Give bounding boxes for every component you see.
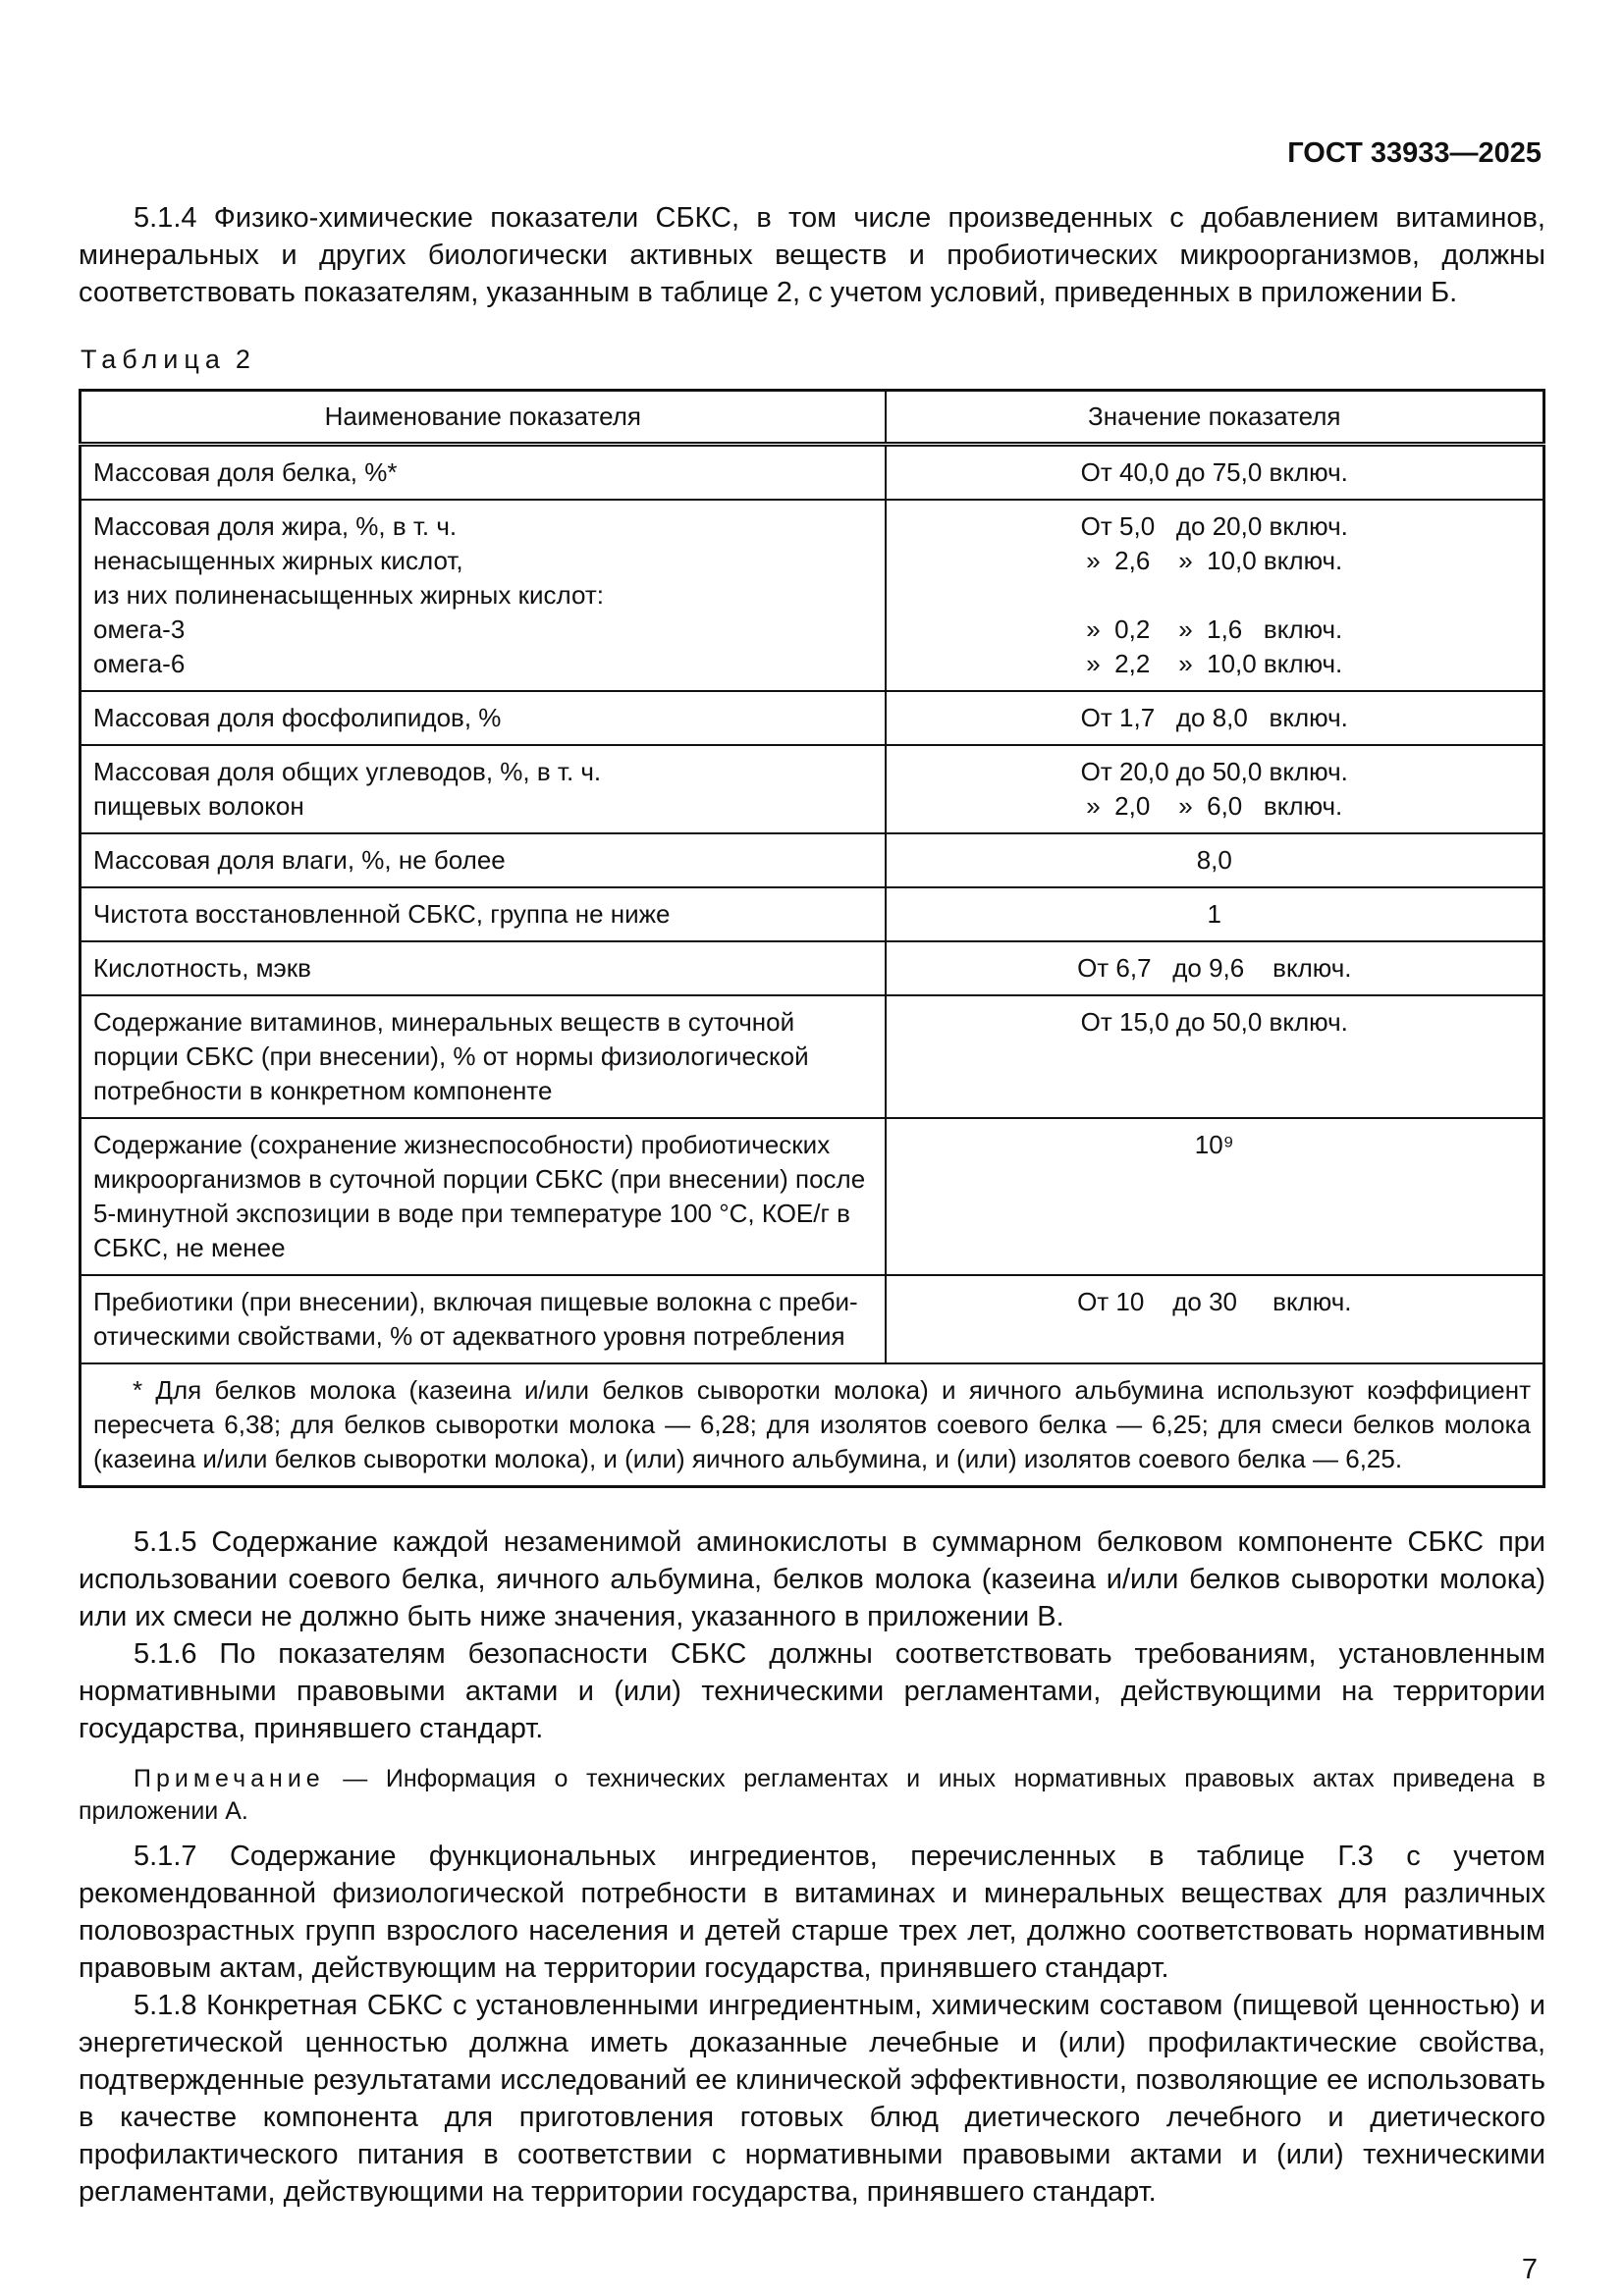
indicator-value-line: » 2,0 » 6,0 включ.: [1086, 791, 1343, 821]
indicator-name-cell: [81, 941, 886, 995]
page-number: 7: [1521, 2254, 1538, 2285]
indicator-name-line: Массовая доля фосфолипидов, %: [93, 703, 502, 732]
indicator-name-line: омега-6: [93, 649, 186, 678]
indicator-name-line: 5-минутной экспозиции в воде при температуре 100 °С, КОЕ/г в: [93, 1199, 850, 1228]
note-label: Примечание: [134, 1765, 325, 1792]
indicator-value-line: 8,0: [1196, 845, 1232, 875]
indicator-name-line: отическими свойствами, % от адекватного уровня потребления: [93, 1321, 845, 1351]
paragraph-5-1-5: 5.1.5 Содержание каждой незаменимой аминокислоты в суммарном белковом компоненте СБКС при использовании соевого белка, яичного альбумина, белков молока (казеина и/или белков сыворотки молока) или их смеси не должно быть ниже значения, указанного в приложении В.: [79, 1526, 1545, 1632]
indicator-value-line: [898, 578, 1531, 613]
indicators-table: [79, 389, 1545, 1488]
indicator-value-cell: [886, 445, 1544, 501]
table-row: [81, 833, 1544, 887]
indicator-value-line: От 15,0 до 50,0 включ.: [1080, 1007, 1348, 1037]
indicator-name-line: Кислотность, мэкв: [93, 953, 311, 983]
indicator-name-line: Пребиотики (при внесении), включая пищевые волокна с преби-: [93, 1287, 858, 1316]
table-header-row: [81, 391, 1544, 445]
body-text-block: [79, 1523, 1545, 2211]
indicator-name-line: пищевых волокон: [93, 791, 304, 821]
table-footnote-row: [81, 1363, 1544, 1487]
indicator-name-cell: [81, 1118, 886, 1275]
table-caption-label: Таблица: [81, 345, 226, 374]
indicator-name-line: Массовая доля общих углеводов, %, в т. ч.: [93, 757, 602, 786]
indicator-value-cell: [886, 1275, 1544, 1363]
indicator-name-line: Массовая доля влаги, %, не более: [93, 845, 506, 875]
indicator-name-cell: [81, 500, 886, 691]
table-caption: [81, 345, 1545, 375]
indicator-name-line: СБКС, не менее: [93, 1233, 286, 1262]
indicator-value-line: От 1,7 до 8,0 включ.: [1080, 703, 1348, 732]
indicator-value-line: От 40,0 до 75,0 включ.: [1080, 457, 1348, 487]
indicator-value-cell: [886, 995, 1544, 1118]
table-row: [81, 1275, 1544, 1363]
indicator-name-line: микроорганизмов в суточной порции СБКС (при внесении) после: [93, 1164, 866, 1194]
indicator-name-line: Содержание витаминов, минеральных веществ в суточной: [93, 1007, 795, 1037]
standard-code-header: ГОСТ 33933—2025: [1287, 137, 1542, 169]
table-footnote: * Для белков молока (казеина и/или белков сыворотки молока) и яичного альбумина используют коэффициент пересчета 6,38; для белков сыворотки молока — 6,28; для изолятов соевого белка — 6,25; для смеси белков молока (казеина и/или белков сыворотки молока), и (или) яичного альбумина, и (или) изолятов соевого белка — 6,25.: [81, 1363, 1544, 1487]
indicator-name-line: порции СБКС (при внесении), % от нормы физиологической: [93, 1041, 809, 1071]
indicator-name-line: Массовая доля белка, %*: [93, 457, 398, 487]
indicator-value-cell: [886, 745, 1544, 833]
indicator-value-cell: [886, 887, 1544, 941]
indicator-value-line: » 0,2 » 1,6 включ.: [1086, 614, 1343, 644]
indicator-value-line: От 20,0 до 50,0 включ.: [1080, 757, 1348, 786]
indicator-name-cell: [81, 691, 886, 745]
table-caption-number: 2: [235, 345, 250, 374]
paragraph-5-1-4: 5.1.4 Физико-химические показатели СБКС, в том числе произведенных с добавлением витаминов, минеральных и других биологически активных веществ и пробиотических микроорганизмов, должны соответствовать показателям, указанным в таблице 2, с учетом условий, приведенных в приложении Б.: [79, 202, 1545, 308]
indicator-name-cell: [81, 887, 886, 941]
indicator-name-line: Массовая доля жира, %, в т. ч.: [93, 511, 458, 541]
indicator-value-cell: [886, 691, 1544, 745]
indicator-value-cell: [886, 941, 1544, 995]
indicator-name-line: ненасыщенных жирных кислот,: [93, 546, 463, 575]
table-row: [81, 941, 1544, 995]
indicator-name-line: Чистота восстановленной СБКС, группа не ниже: [93, 899, 671, 929]
table-row: [81, 445, 1544, 501]
table-row: [81, 500, 1544, 691]
table-row: [81, 745, 1544, 833]
indicator-value-cell: [886, 833, 1544, 887]
indicator-value-line: » 2,2 » 10,0 включ.: [1086, 649, 1343, 678]
indicator-value-line: 10⁹: [1194, 1130, 1234, 1159]
table-row: [81, 691, 1544, 745]
indicator-name-line: потребности в конкретном компоненте: [93, 1076, 553, 1105]
paragraph-5-1-6: 5.1.6 По показателям безопасности СБКС должны соответствовать требованиям, установленным нормативными правовыми актами и (или) техническими регламентами, действующими на территории государства, принявшего стандарт.: [79, 1638, 1545, 1744]
indicator-value-line: 1: [1207, 899, 1221, 929]
paragraph-5-1-8: 5.1.8 Конкретная СБКС с установленными ингредиентным, химическим составом (пищевой ценностью) и энергетической ценностью должна иметь доказанные лечебные и (или) профилактические свойства, подтвержденные результатами исследований ее клинической эффективности, позволяющие ее использовать в качестве компонента для приготовления готовых блюд диетического лечебного и диетического профилактического питания в соответствии с нормативными правовыми актами и (или) техническими регламентами, действующими на территории государства, принявшего стандарт.: [79, 1990, 1545, 2208]
column-header-indicator-name: Наименование показателя: [81, 391, 886, 445]
note-text: — Информация о технических регламентах и иных нормативных правовых актах приведена в приложении А.: [79, 1765, 1545, 1825]
indicator-name-cell: [81, 745, 886, 833]
table-row: [81, 1118, 1544, 1275]
table-row: [81, 887, 1544, 941]
table-body: [81, 445, 1544, 1364]
table-foot: [81, 1363, 1544, 1487]
note-paragraph: [79, 1763, 1545, 1828]
indicator-value-line: От 10 до 30 включ.: [1077, 1287, 1352, 1316]
paragraph-5-1-7: 5.1.7 Содержание функциональных ингредиентов, перечисленных в таблице Г.3 с учетом рекомендованной физиологической потребности в витаминах и минеральных веществах для различных половозрастных групп взрослого населения и детей старше трех лет, должно соответствовать нормативным правовым актам, действующим на территории государства, принявшего стандарт.: [79, 1841, 1545, 1984]
indicator-value-line: От 6,7 до 9,6 включ.: [1077, 953, 1352, 983]
indicator-value-cell: [886, 1118, 1544, 1275]
indicator-value-cell: [886, 500, 1544, 691]
column-header-indicator-value: Значение показателя: [886, 391, 1544, 445]
table-row: [81, 995, 1544, 1118]
indicator-name-line: омега-3: [93, 614, 186, 644]
indicator-name-cell: [81, 995, 886, 1118]
indicator-name-line: Содержание (сохранение жизнеспособности) пробиотических: [93, 1130, 831, 1159]
indicator-name-cell: [81, 833, 886, 887]
indicator-name-cell: [81, 445, 886, 501]
indicator-value-line: » 2,6 » 10,0 включ.: [1086, 546, 1343, 575]
table-head: [81, 391, 1544, 445]
indicator-value-line: От 5,0 до 20,0 включ.: [1080, 511, 1348, 541]
indicator-name-cell: [81, 1275, 886, 1363]
indicator-name-line: из них полиненасыщенных жирных кислот:: [93, 580, 604, 610]
